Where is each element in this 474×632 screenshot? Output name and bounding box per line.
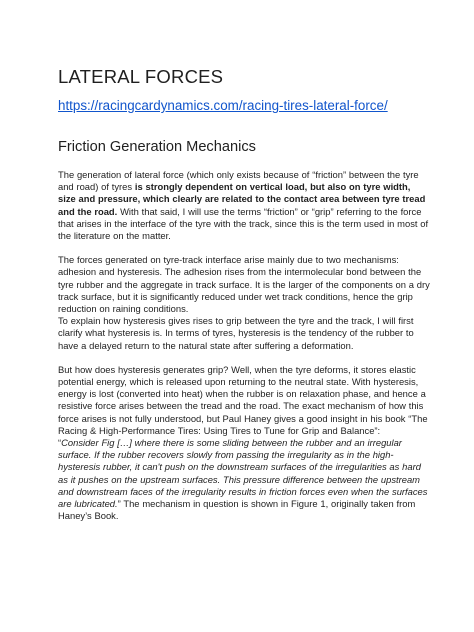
quote-open: “	[58, 437, 62, 449]
paragraph-hysteresis-definition: To explain how hysteresis gives rises to grip between the tyre and the track, I will first clarify what hysteresis is. In terms of tyres, hysteresis is the tendency of the rubber to have a delayed return to the natural state after suffering a deformation.	[58, 315, 414, 351]
paragraph-lateral-force	[58, 169, 430, 242]
document-title: LATERAL FORCES	[58, 66, 224, 87]
quote-close: ” The mechanism in question is shown in Figure 1, originally taken from Haney’s Book.	[58, 498, 416, 522]
document-page	[58, 66, 430, 522]
bold-emphasis: is strongly dependent on vertical load, but also on tyre width, size and pressure, which clearly are related to the contact area between tyre tread and the road.	[58, 181, 426, 217]
paragraph-text: The generation of lateral force (which only exists because of “friction” between the tyre and road) of tyres	[58, 169, 419, 193]
source-link[interactable]: https://racingcardynamics.com/racing-tires-lateral-force/	[58, 98, 388, 113]
paragraph-mechanisms: The forces generated on tyre-track interface arise mainly due to two mechanisms: adhesion and hysteresis. The adhesion rises from the intermolecular bond between the tyre rubber and the aggregate in track surface. It is the larger of the components on a dry track surface, but it is significantly reduced under wet track conditions, hence the grip reduction on raining conditions.	[58, 254, 430, 315]
paragraph-hysteresis-grip: But how does hysteresis generates grip? Well, when the tyre deforms, it stores elastic potential energy, which is released upon returning to the neutral state. With hysteresis, energy is lost (converted into heat) when the rubber is on relaxation phase, and hence a resistive force arises between the tread and the road. The exact mechanism of how this force arises is not fully understood, but Paul Haney gives a good insight in his book “The Racing & High-Performance Tires: Using Tires to Tune for Grip and Balance”:	[58, 363, 428, 436]
quote-text: Consider Fig […] where there is some sliding between the rubber and an irregular surface. If the rubber recovers slowly from passing the irregularity as in the high-hysteresis rubber, it can't push on the downstream surfaces of the irregularities as hard as it pushes on the upstream surfaces. This pressure difference between the upstream and downstream faces of the irregularity results in friction forces even when the surfaces are lubricated.	[58, 437, 428, 510]
paragraph-text: With that said, I will use the terms “friction” or “grip” referring to the force that arises in the interface of the tyre with the track, since this is the term used in most of the literature on the matter.	[58, 205, 429, 242]
paragraph-quote	[58, 437, 430, 522]
section-heading: Friction Generation Mechanics	[58, 139, 256, 155]
